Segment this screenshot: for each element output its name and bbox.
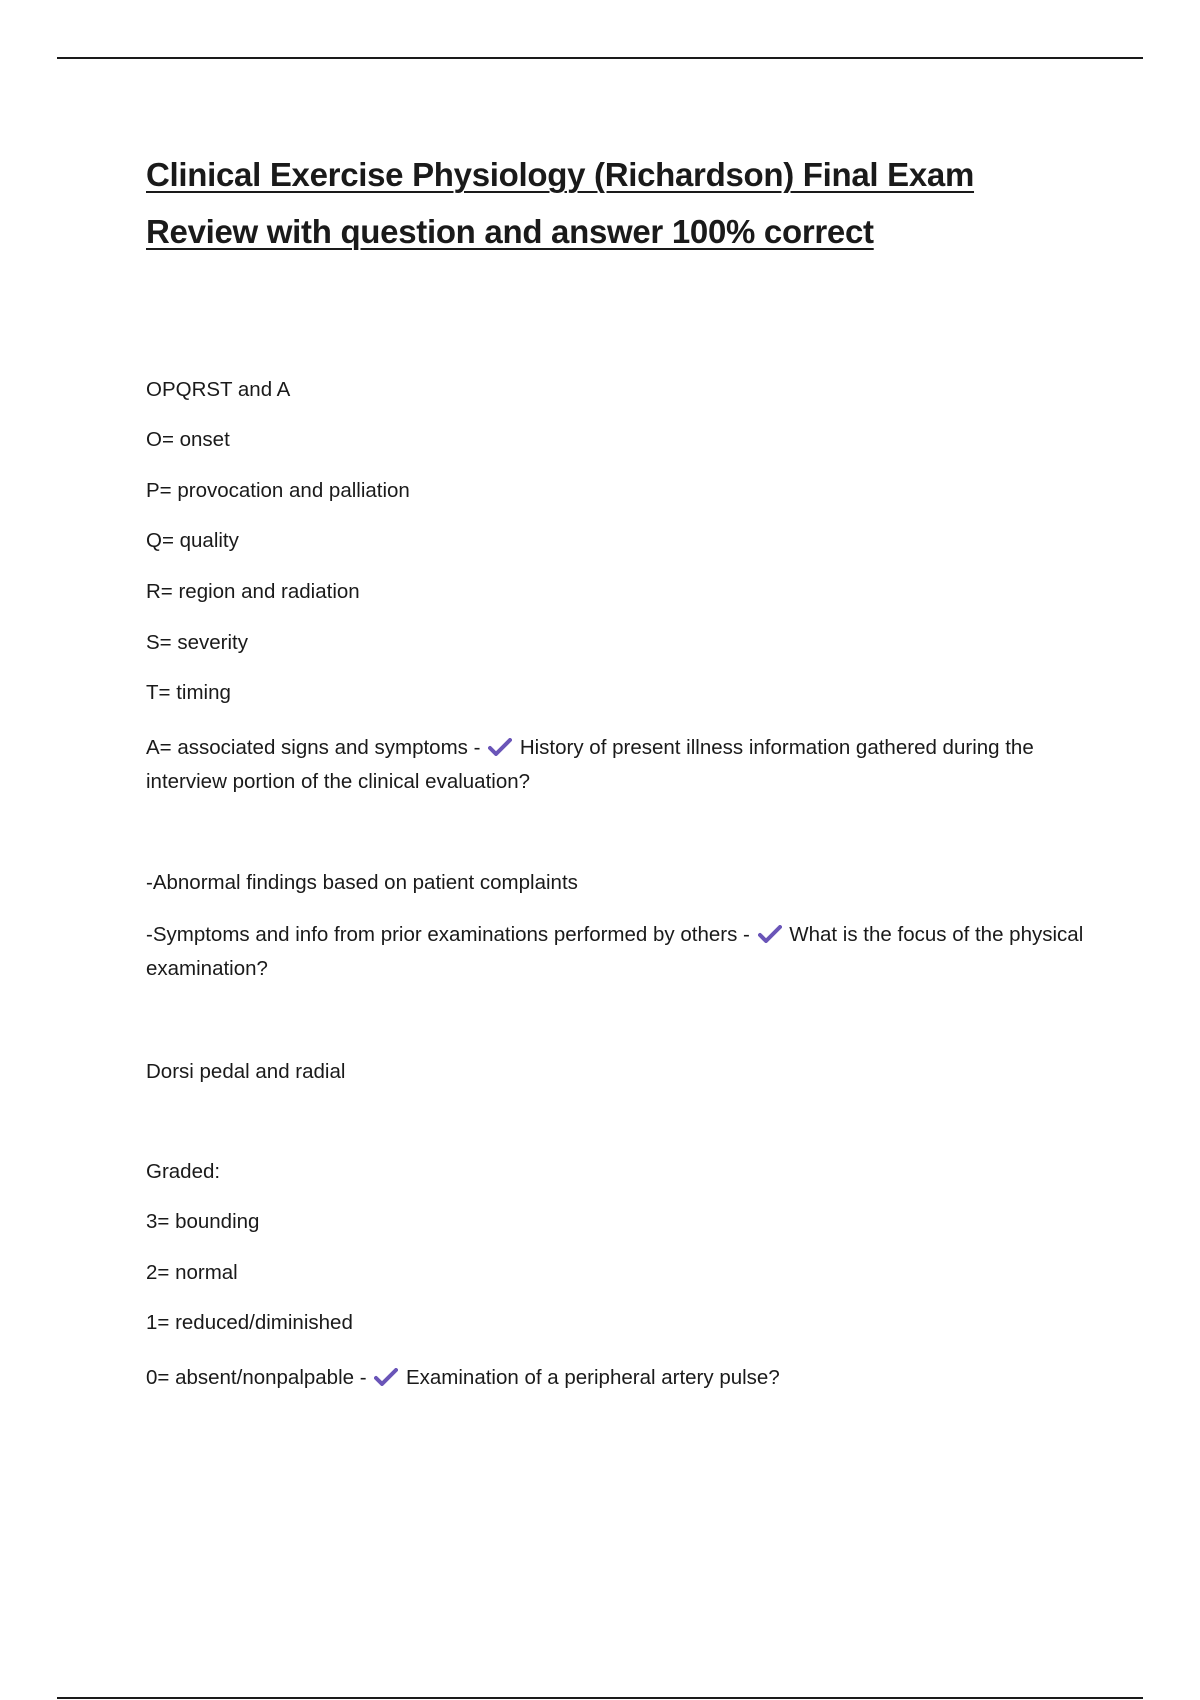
provocation-line: P= provocation and palliation	[146, 479, 410, 502]
checkmark-icon	[374, 1368, 398, 1386]
severity-line: S= severity	[146, 631, 248, 654]
answer-text: A= associated signs and symptoms -	[146, 736, 481, 759]
abnormal-findings-line: -Abnormal findings based on patient complaints	[146, 871, 578, 894]
grade-3-line: 3= bounding	[146, 1210, 260, 1233]
question-text: What is the focus of the physical examination?	[146, 923, 1084, 980]
question-text: History of present illness information gathered during the interview portion of the clinical evaluation?	[146, 736, 1034, 793]
qa-block-physical-exam	[146, 918, 1086, 986]
qa-block-pulse	[146, 1361, 780, 1395]
qa-block-history	[146, 731, 1086, 799]
question-text: Examination of a peripheral artery pulse?	[405, 1366, 780, 1389]
answer-text: -Symptoms and info from prior examinations performed by others -	[146, 923, 750, 946]
bottom-rule	[57, 1697, 1143, 1699]
region-line: R= region and radiation	[146, 580, 360, 603]
graded-heading: Graded:	[146, 1160, 221, 1183]
checkmark-icon	[488, 738, 512, 756]
checkmark-icon	[758, 925, 782, 943]
opqrst-heading: OPQRST and A	[146, 378, 291, 401]
document-title: Clinical Exercise Physiology (Richardson) Final Exam Review with question and answer 100% correct	[146, 156, 975, 250]
timing-line: T= timing	[146, 681, 231, 704]
top-rule	[57, 57, 1143, 59]
dorsi-line: Dorsi pedal and radial	[146, 1060, 346, 1083]
grade-1-line: 1= reduced/diminished	[146, 1311, 353, 1334]
grade-2-line: 2= normal	[146, 1261, 238, 1284]
onset-line: O= onset	[146, 428, 230, 451]
quality-line: Q= quality	[146, 529, 239, 552]
answer-text: 0= absent/nonpalpable -	[146, 1366, 367, 1389]
